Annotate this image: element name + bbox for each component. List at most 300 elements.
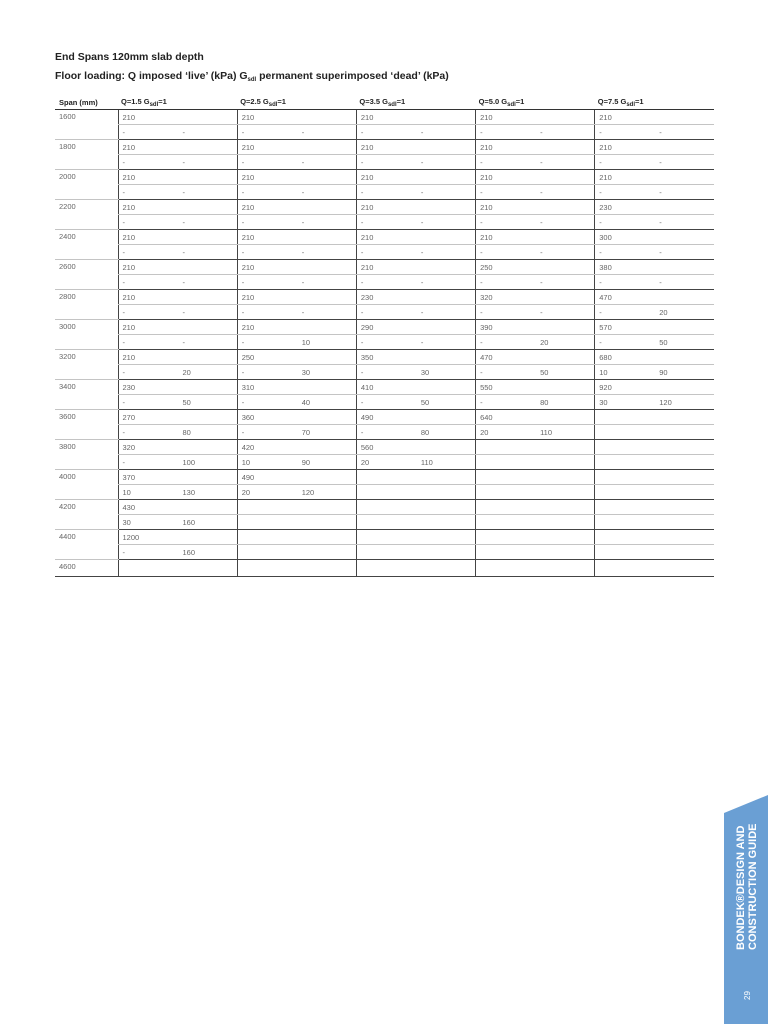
deflection-values xyxy=(237,395,356,410)
load-column-subscript: sdl xyxy=(387,101,397,108)
value-a: - xyxy=(241,307,245,317)
deflection-values xyxy=(356,455,475,470)
value-b: 30 xyxy=(301,367,311,377)
table-row-sub xyxy=(55,425,714,440)
deflection-values xyxy=(595,485,714,500)
value-a: 20 xyxy=(480,427,489,437)
max-span-value: 210 xyxy=(237,260,356,275)
value-pair xyxy=(599,368,714,377)
value-pair xyxy=(599,308,714,317)
deflection-values xyxy=(118,395,237,410)
value-pair xyxy=(480,278,594,287)
deflection-values xyxy=(237,485,356,500)
max-span-value: 390 xyxy=(476,320,595,335)
guide-title-line1: BONDEK®DESIGN AND xyxy=(735,825,747,950)
value-b: 50 xyxy=(540,367,549,377)
table-row xyxy=(55,260,714,275)
deflection-values xyxy=(476,545,595,560)
table-row xyxy=(55,230,714,245)
table-row xyxy=(55,290,714,305)
empty-cell xyxy=(356,560,475,577)
value-pair xyxy=(123,308,237,317)
value-pair xyxy=(480,368,594,377)
value-a: - xyxy=(360,157,364,167)
deflection-values xyxy=(356,335,475,350)
value-b: - xyxy=(540,217,543,227)
load-column-label: Q=3.5 G xyxy=(359,96,388,106)
value-a: 20 xyxy=(241,487,251,497)
deflection-values xyxy=(595,305,714,320)
value-pair xyxy=(242,338,356,347)
deflection-values xyxy=(237,425,356,440)
deflection-values xyxy=(595,425,714,440)
deflection-values xyxy=(118,185,237,200)
value-b: 130 xyxy=(182,487,196,497)
max-span-value xyxy=(595,470,714,485)
value-a: - xyxy=(599,187,602,197)
max-span-value xyxy=(476,500,595,515)
value-a: - xyxy=(122,547,125,557)
value-b: - xyxy=(420,247,424,257)
value-pair xyxy=(242,218,356,227)
value-pair xyxy=(361,248,475,257)
value-b: - xyxy=(182,217,185,227)
value-b: 50 xyxy=(420,397,430,407)
max-span-value: 210 xyxy=(595,170,714,185)
value-pair xyxy=(599,398,714,407)
deflection-values xyxy=(237,245,356,260)
deflection-values xyxy=(118,485,237,500)
max-span-value: 470 xyxy=(595,290,714,305)
max-span-value: 210 xyxy=(118,230,237,245)
deflection-values xyxy=(118,365,237,380)
deflection-values xyxy=(237,455,356,470)
load-column-header xyxy=(356,95,475,110)
value-pair xyxy=(242,458,356,467)
max-span-value: 490 xyxy=(356,410,475,425)
table-row xyxy=(55,470,714,485)
value-a: - xyxy=(122,247,125,257)
value-a: - xyxy=(241,337,245,347)
max-span-value: 230 xyxy=(595,200,714,215)
deflection-values xyxy=(476,425,595,440)
deflection-values xyxy=(356,515,475,530)
value-a: - xyxy=(241,217,245,227)
value-b: - xyxy=(659,157,662,167)
load-column-label: Q=1.5 G xyxy=(121,96,150,106)
value-b: 120 xyxy=(659,397,672,407)
value-pair xyxy=(480,398,594,407)
value-pair xyxy=(599,338,714,347)
deflection-values xyxy=(356,365,475,380)
span-value: 4000 xyxy=(55,470,118,500)
table-row xyxy=(55,560,714,577)
value-b: - xyxy=(420,307,424,317)
deflection-values xyxy=(356,485,475,500)
value-pair xyxy=(123,398,237,407)
value-b: - xyxy=(182,127,185,137)
value-b: - xyxy=(420,157,424,167)
document-title: End Spans 120mm slab depth xyxy=(55,51,204,63)
deflection-values xyxy=(476,125,595,140)
table-body xyxy=(55,110,714,577)
value-b: - xyxy=(182,307,185,317)
value-pair xyxy=(480,428,594,437)
value-b: - xyxy=(540,157,543,167)
empty-cell xyxy=(118,560,237,577)
value-b: - xyxy=(659,127,662,137)
max-span-value: 210 xyxy=(237,200,356,215)
max-span-value: 210 xyxy=(356,230,475,245)
value-pair xyxy=(361,368,475,377)
value-pair xyxy=(361,128,475,137)
value-b: - xyxy=(182,157,185,167)
max-span-value: 210 xyxy=(476,200,595,215)
table-row xyxy=(55,410,714,425)
span-value: 2600 xyxy=(55,260,118,290)
max-span-value: 210 xyxy=(237,230,356,245)
load-column-value: =1 xyxy=(634,96,644,106)
empty-cell xyxy=(237,560,356,577)
span-table xyxy=(55,95,714,577)
value-pair xyxy=(123,158,237,167)
max-span-value: 210 xyxy=(237,110,356,125)
table-row xyxy=(55,380,714,395)
value-pair xyxy=(480,128,594,137)
max-span-value: 370 xyxy=(118,470,237,485)
max-span-value xyxy=(356,530,475,545)
value-a: 10 xyxy=(122,487,131,497)
value-pair xyxy=(123,128,237,137)
empty-cell xyxy=(595,560,714,577)
value-a: - xyxy=(360,277,364,287)
span-value: 4600 xyxy=(55,560,118,577)
load-column-subscript: sdl xyxy=(626,101,635,108)
max-span-value xyxy=(476,440,595,455)
deflection-values xyxy=(118,275,237,290)
deflection-values xyxy=(476,185,595,200)
value-pair xyxy=(123,518,237,527)
span-value: 3400 xyxy=(55,380,118,410)
value-a: 10 xyxy=(599,367,608,377)
span-value: 1600 xyxy=(55,110,118,140)
deflection-values xyxy=(118,155,237,170)
value-pair xyxy=(361,428,475,437)
value-a: - xyxy=(122,367,125,377)
value-pair xyxy=(480,158,594,167)
deflection-values xyxy=(237,125,356,140)
value-b: - xyxy=(301,157,305,167)
value-pair xyxy=(242,128,356,137)
value-a: - xyxy=(599,247,602,257)
max-span-value: 210 xyxy=(237,170,356,185)
value-b: - xyxy=(301,277,305,287)
value-a: - xyxy=(241,127,245,137)
value-pair xyxy=(242,278,356,287)
load-column-subscript: sdl xyxy=(149,101,159,108)
deflection-values xyxy=(356,245,475,260)
load-column-header xyxy=(595,95,714,110)
value-b: - xyxy=(540,187,543,197)
max-span-value: 560 xyxy=(356,440,475,455)
value-pair xyxy=(242,158,356,167)
value-a: - xyxy=(360,217,364,227)
max-span-value: 210 xyxy=(118,350,237,365)
deflection-values xyxy=(595,245,714,260)
value-b: 100 xyxy=(182,457,196,467)
value-a: - xyxy=(480,337,483,347)
max-span-value: 350 xyxy=(356,350,475,365)
value-a: - xyxy=(122,187,125,197)
value-b: - xyxy=(420,277,424,287)
table-row xyxy=(55,500,714,515)
max-span-value: 210 xyxy=(356,110,475,125)
max-span-value xyxy=(595,410,714,425)
value-a: - xyxy=(599,277,602,287)
value-a: - xyxy=(480,157,483,167)
max-span-value xyxy=(595,530,714,545)
table-row xyxy=(55,170,714,185)
value-a: 10 xyxy=(241,457,251,467)
load-column-label: Q=7.5 G xyxy=(597,96,627,106)
value-pair xyxy=(361,308,475,317)
value-b: 90 xyxy=(659,367,668,377)
value-a: 20 xyxy=(360,457,370,467)
span-value: 3800 xyxy=(55,440,118,470)
max-span-value: 210 xyxy=(118,260,237,275)
load-column-subscript: sdl xyxy=(268,101,278,108)
value-pair xyxy=(480,188,594,197)
value-b: 30 xyxy=(420,367,430,377)
table-row xyxy=(55,320,714,335)
value-a: - xyxy=(122,277,125,287)
deflection-values xyxy=(237,545,356,560)
value-pair xyxy=(599,278,714,287)
value-pair xyxy=(123,188,237,197)
deflection-values xyxy=(476,515,595,530)
table-row-sub xyxy=(55,215,714,230)
table-row-sub xyxy=(55,545,714,560)
max-span-value xyxy=(237,500,356,515)
max-span-value: 230 xyxy=(118,380,237,395)
value-a: - xyxy=(599,217,602,227)
value-pair xyxy=(123,458,237,467)
guide-title xyxy=(736,820,759,950)
deflection-values xyxy=(476,155,595,170)
value-a: - xyxy=(360,307,364,317)
deflection-values xyxy=(476,275,595,290)
value-pair xyxy=(599,128,714,137)
deflection-values xyxy=(118,515,237,530)
value-pair xyxy=(123,248,237,257)
load-column-label: Q=5.0 G xyxy=(478,96,508,106)
max-span-value: 300 xyxy=(595,230,714,245)
value-pair xyxy=(123,488,237,497)
load-column-label: Q=2.5 G xyxy=(240,96,269,106)
table-row-sub xyxy=(55,455,714,470)
value-a: - xyxy=(360,127,364,137)
load-column-value: =1 xyxy=(277,96,286,106)
page-number: 29 xyxy=(743,991,752,1000)
value-pair xyxy=(361,338,475,347)
deflection-values xyxy=(118,245,237,260)
max-span-value: 320 xyxy=(476,290,595,305)
value-b: - xyxy=(420,187,424,197)
value-a: - xyxy=(360,367,364,377)
max-span-value: 430 xyxy=(118,500,237,515)
value-b: - xyxy=(540,277,543,287)
value-b: 10 xyxy=(301,337,311,347)
deflection-values xyxy=(476,485,595,500)
value-pair xyxy=(361,278,475,287)
deflection-values xyxy=(237,185,356,200)
span-value: 4400 xyxy=(55,530,118,560)
deflection-values xyxy=(118,305,237,320)
load-column-header xyxy=(476,95,595,110)
deflection-values xyxy=(476,455,595,470)
max-span-value: 360 xyxy=(237,410,356,425)
value-pair xyxy=(123,548,237,557)
deflection-values xyxy=(118,545,237,560)
value-b: - xyxy=(301,217,305,227)
value-a: - xyxy=(360,397,364,407)
span-value: 3000 xyxy=(55,320,118,350)
value-a: - xyxy=(241,277,245,287)
value-b: - xyxy=(182,277,185,287)
value-a: - xyxy=(480,187,483,197)
deflection-values xyxy=(595,545,714,560)
max-span-value: 210 xyxy=(356,140,475,155)
value-a: 30 xyxy=(599,397,608,407)
empty-cell xyxy=(476,560,595,577)
deflection-values xyxy=(356,215,475,230)
value-pair xyxy=(361,158,475,167)
value-pair xyxy=(599,218,714,227)
max-span-value: 470 xyxy=(476,350,595,365)
max-span-value: 210 xyxy=(356,170,475,185)
value-pair xyxy=(242,488,356,497)
value-b: - xyxy=(659,247,662,257)
max-span-value: 210 xyxy=(476,170,595,185)
value-b: 20 xyxy=(182,367,191,377)
deflection-values xyxy=(237,215,356,230)
deflection-values xyxy=(118,125,237,140)
value-pair xyxy=(242,428,356,437)
value-pair xyxy=(361,188,475,197)
deflection-values xyxy=(595,275,714,290)
deflection-values xyxy=(118,215,237,230)
value-a: - xyxy=(241,187,245,197)
value-a: - xyxy=(480,397,483,407)
value-b: - xyxy=(420,217,424,227)
max-span-value: 210 xyxy=(118,110,237,125)
value-b: 70 xyxy=(301,427,311,437)
value-pair xyxy=(599,248,714,257)
value-pair xyxy=(361,218,475,227)
deflection-values xyxy=(356,275,475,290)
max-span-value: 210 xyxy=(118,290,237,305)
value-a: - xyxy=(480,217,483,227)
deflection-values xyxy=(595,335,714,350)
load-column-value: =1 xyxy=(515,96,525,106)
caption-text-post: permanent superimposed ‘dead’ (kPa) xyxy=(256,70,449,82)
value-b: 20 xyxy=(659,307,668,317)
deflection-values xyxy=(237,335,356,350)
max-span-value xyxy=(356,500,475,515)
max-span-value: 210 xyxy=(356,260,475,275)
max-span-value xyxy=(476,530,595,545)
value-pair xyxy=(242,368,356,377)
value-pair xyxy=(242,308,356,317)
table-row xyxy=(55,530,714,545)
table-row-sub xyxy=(55,185,714,200)
span-value: 1800 xyxy=(55,140,118,170)
max-span-value: 290 xyxy=(356,320,475,335)
max-span-value: 210 xyxy=(476,110,595,125)
span-value: 2400 xyxy=(55,230,118,260)
deflection-values xyxy=(595,125,714,140)
value-a: - xyxy=(360,187,364,197)
value-b: 110 xyxy=(540,427,553,437)
value-pair xyxy=(123,338,237,347)
deflection-values xyxy=(237,275,356,290)
deflection-values xyxy=(237,155,356,170)
guide-title-line2: CONSTRUCTION GUIDE xyxy=(746,823,759,950)
max-span-value: 210 xyxy=(118,320,237,335)
value-a: - xyxy=(480,247,483,257)
table-row xyxy=(55,140,714,155)
value-a: - xyxy=(241,427,245,437)
max-span-value: 420 xyxy=(237,440,356,455)
max-span-value: 640 xyxy=(476,410,595,425)
max-span-value: 210 xyxy=(237,140,356,155)
value-b: 160 xyxy=(182,517,196,527)
value-b: 90 xyxy=(301,457,311,467)
max-span-value: 570 xyxy=(595,320,714,335)
load-column-header xyxy=(237,95,356,110)
span-value: 2000 xyxy=(55,170,118,200)
value-a: - xyxy=(241,247,245,257)
table-row xyxy=(55,440,714,455)
value-b: 80 xyxy=(182,427,191,437)
value-b: 160 xyxy=(182,547,196,557)
value-b: 80 xyxy=(420,427,430,437)
max-span-value: 210 xyxy=(118,140,237,155)
value-a: - xyxy=(480,127,483,137)
value-b: - xyxy=(659,217,662,227)
table-row-sub xyxy=(55,125,714,140)
value-a: - xyxy=(599,157,602,167)
span-value: 3200 xyxy=(55,350,118,380)
max-span-value xyxy=(595,440,714,455)
value-b: 80 xyxy=(540,397,549,407)
deflection-values xyxy=(595,395,714,410)
table-row-sub xyxy=(55,335,714,350)
value-pair xyxy=(123,368,237,377)
deflection-values xyxy=(356,125,475,140)
deflection-values xyxy=(356,425,475,440)
deflection-values xyxy=(595,455,714,470)
value-pair xyxy=(480,308,594,317)
span-value: 2800 xyxy=(55,290,118,320)
value-pair xyxy=(599,188,714,197)
deflection-values xyxy=(595,155,714,170)
deflection-values xyxy=(476,395,595,410)
value-b: 40 xyxy=(301,397,311,407)
max-span-value xyxy=(356,470,475,485)
deflection-values xyxy=(356,545,475,560)
value-a: - xyxy=(122,397,125,407)
